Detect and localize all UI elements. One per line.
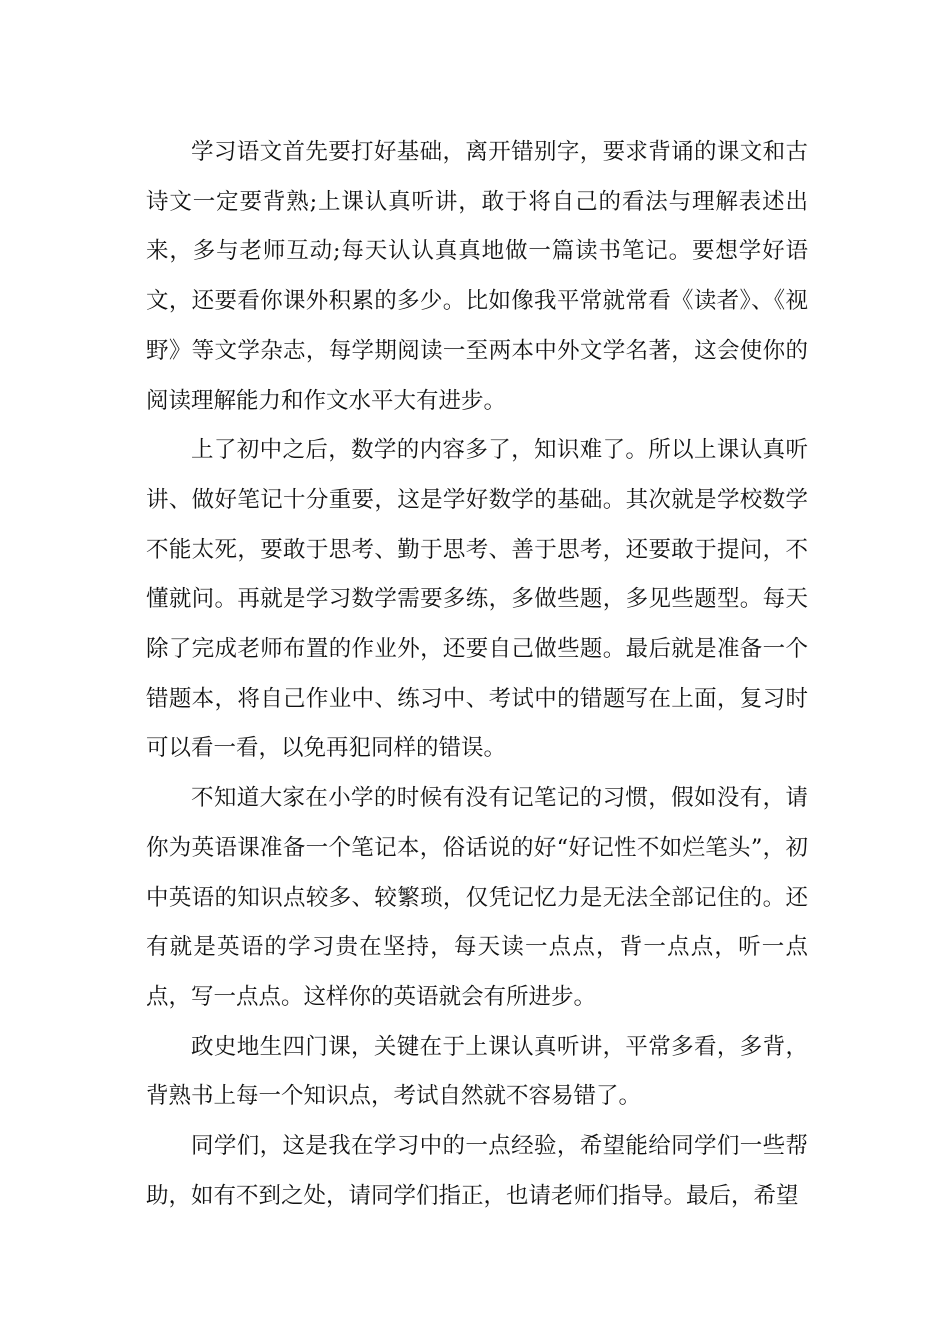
document-body	[146, 128, 808, 1221]
paragraph-math-study: 上了初中之后，数学的内容多了，知识难了。所以上课认真听讲、做好笔记十分重要，这是学好数学的基础。其次就是学校数学不能太死，要敢于思考、勤于思考、善于思考，还要敢于提问，不懂就问。再就是学习数学需要多练，多做些题，多见些题型。每天除了完成老师布置的作业外，还要自己做些题。最后就是准备一个错题本，将自己作业中、练习中、考试中的错题写在上面，复习时可以看一看，以免再犯同样的错误。	[146, 437, 808, 762]
paragraph-other-subjects: 政史地生四门课，关键在于上课认真听讲，平常多看，多背，背熟书上每一个知识点，考试自然就不容易错了。	[146, 1033, 808, 1110]
paragraph-closing: 同学们，这是我在学习中的一点经验，希望能给同学们一些帮助，如有不到之处，请同学们指正，也请老师们指导。最后，希望	[146, 1133, 808, 1209]
paragraph-chinese-study: 学习语文首先要打好基础，离开错别字，要求背诵的课文和古诗文一定要背熟;上课认真听讲，敢于将自己的看法与理解表述出来，多与老师互动;每天认认真真地做一篇读书笔记。要想学好语文，还要看你课外积累的多少。比如像我平常就常看《读者》、《视野》等文学杂志，每学期阅读一至两本中外文学名著，这会使你的阅读理解能力和作文水平大有进步。	[146, 139, 808, 414]
paragraph-english-study: 不知道大家在小学的时候有没有记笔记的习惯，假如没有，请你为英语课准备一个笔记本，俗话说的好“好记性不如烂笔头”，初中英语的知识点较多、较繁琐，仅凭记忆力是无法全部记住的。还有就是英语的学习贵在坚持，每天读一点点，背一点点，听一点点，写一点点。这样你的英语就会有所进步。	[146, 785, 808, 1010]
